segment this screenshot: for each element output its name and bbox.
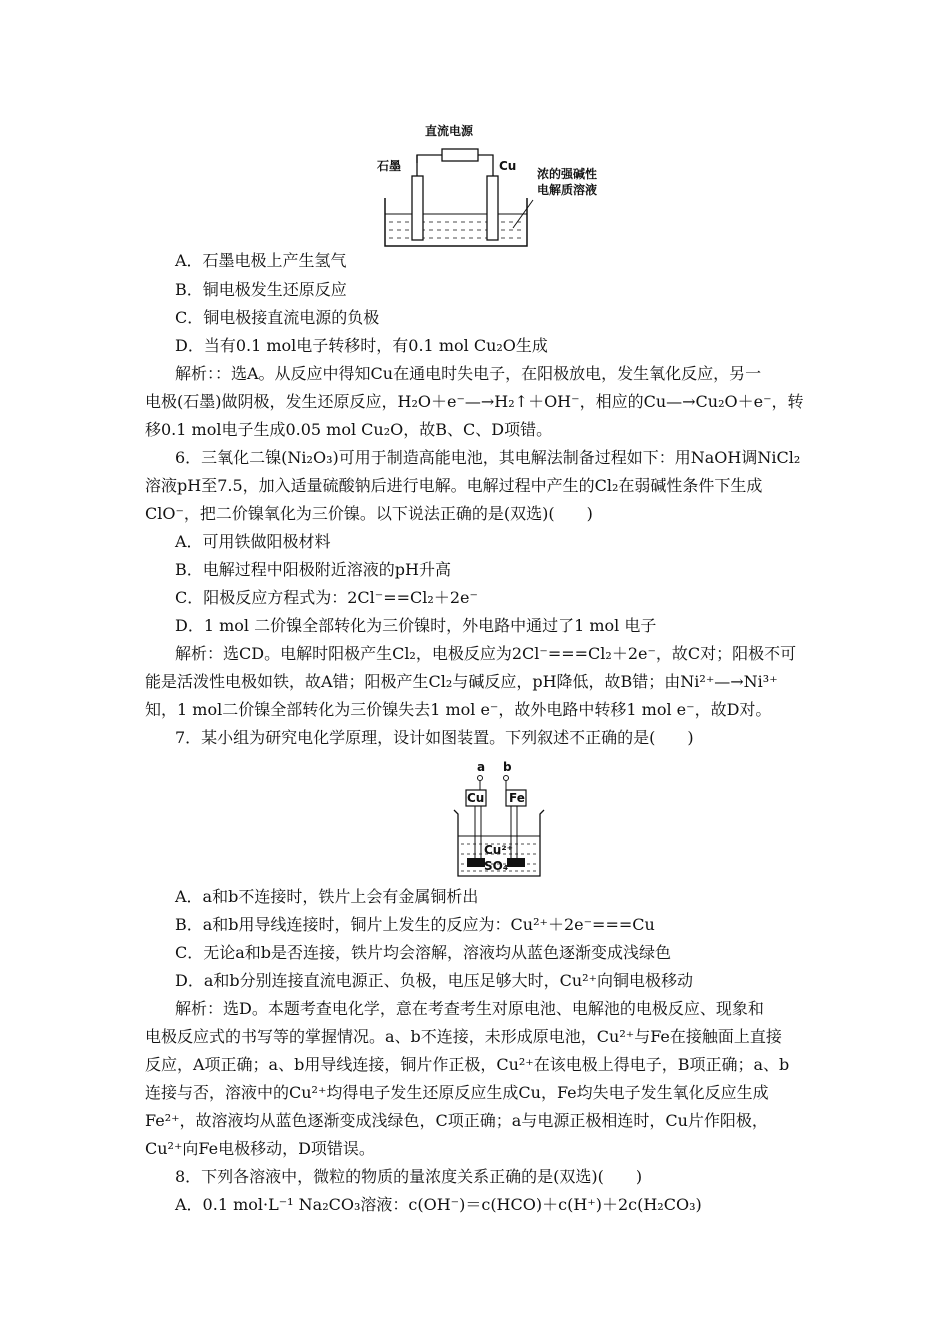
terminal-b-label: b — [503, 760, 512, 774]
q6-option-a: A．可用铁做阳极材料 — [175, 532, 331, 551]
q5-analysis-line: 解析：：选A。从反应中得知Cu在通电时失电子，在阳极放电，发生氧化反应，另一 — [175, 364, 762, 383]
cu-fe-cell-diagram — [448, 758, 548, 883]
q7-analysis-line: 反应，A项正确；a、b用导线连接，铜片作正极，Cu²⁺在该电极上得电子，B项正确；a、b — [145, 1055, 790, 1074]
q7-analysis-line: 解析：选D。本题考查电化学，意在考查考生对原电池、电解池的电极反应、现象和 — [175, 999, 764, 1018]
solution-label-1: 浓的强碱性 — [537, 167, 598, 181]
q5-option-d: D．当有0.1 mol电子转移时，有0.1 mol Cu₂O生成 — [175, 336, 548, 355]
graphite-label: 石墨 — [377, 159, 402, 173]
q7-analysis-line: 电极反应式的书写等的掌握情况。a、b不连接，未形成原电池，Cu²⁺与Fe在接触面上直接 — [145, 1027, 782, 1046]
q6-analysis-line: 知，1 mol二价镍全部转化为三价镍失去1 mol e⁻，故外电路中转移1 mol e⁻，故D对。 — [145, 700, 772, 719]
copper-label: Cu — [499, 159, 517, 173]
cu-ion-label: Cu²⁺ — [484, 843, 513, 857]
q6-analysis-line: 解析：选CD。电解时阳极产生Cl₂，电极反应为2Cl⁻===Cl₂＋2e⁻，故C对；阳极不可 — [175, 644, 797, 663]
electrolysis-diagram — [375, 118, 645, 253]
q8-stem: 8．下列各溶液中，微粒的物质的量浓度关系正确的是(双选)( ) — [175, 1167, 643, 1186]
q7-analysis-line: Fe²⁺，故溶液均从蓝色逐渐变成浅绿色，C项正确；a与电源正极相连时，Cu片作阳极， — [145, 1111, 768, 1130]
q6-stem-line: 溶液pH至7.5，加入适量硫酸钠后进行电解。电解过程中产生的Cl₂在弱碱性条件下生成 — [145, 476, 763, 495]
q5-analysis-line: 电极(石墨)做阴极，发生还原反应，H₂O＋e⁻—→H₂↑＋OH⁻，相应的Cu—→Cu₂O＋e⁻，转 — [145, 392, 804, 411]
q5-option-a: A．石墨电极上产生氢气 — [175, 251, 347, 270]
solution-label-2: 电解质溶液 — [537, 183, 598, 197]
q5-analysis-line: 移0.1 mol电子生成0.05 mol Cu₂O，故B、C、D项错。 — [145, 420, 553, 439]
q7-analysis-line: Cu²⁺向Fe电极移动，D项错误。 — [145, 1139, 375, 1158]
q7-option-a: A．a和b不连接时，铁片上会有金属铜析出 — [175, 887, 479, 906]
q8-option-a: A．0.1 mol·L⁻¹ Na₂CO₃溶液：c(OH⁻)＝c(HCO)＋c(H⁺)＋2c(H₂CO₃) — [175, 1195, 702, 1214]
q7-option-c: C．无论a和b是否连接，铁片均会溶解，溶液均从蓝色逐渐变成浅绿色 — [175, 943, 672, 962]
q7-option-d: D．a和b分别连接直流电源正、负极，电压足够大时，Cu²⁺向铜电极移动 — [175, 971, 694, 990]
q7-option-b: B．a和b用导线连接时，铜片上发生的反应为：Cu²⁺＋2e⁻===Cu — [175, 915, 655, 934]
q5-option-c: C．铜电极接直流电源的负极 — [175, 308, 380, 327]
power-source-label: 直流电源 — [425, 124, 474, 138]
cu-plate-label: Cu — [467, 791, 485, 805]
sulfate-ion-label: SO₄²⁻ — [484, 859, 520, 873]
q7-stem: 7．某小组为研究电化学原理，设计如图装置。下列叙述不正确的是( ) — [175, 728, 694, 747]
q6-option-d: D．1 mol 二价镍全部转化为三价镍时，外电路中通过了1 mol 电子 — [175, 616, 657, 635]
q6-analysis-line: 能是活泼性电极如铁，故A错；阳极产生Cl₂与碱反应，pH降低，故B错；由Ni²⁺—→Ni³⁺ — [145, 672, 778, 691]
q7-analysis-line: 连接与否，溶液中的Cu²⁺均得电子发生还原反应生成Cu，Fe均失电子发生氧化反应生成 — [145, 1083, 769, 1102]
q6-option-c: C．阳极反应方程式为：2Cl⁻==Cl₂＋2e⁻ — [175, 588, 478, 607]
fe-plate-label: Fe — [509, 791, 525, 805]
terminal-a-label: a — [477, 760, 486, 774]
q5-option-b: B．铜电极发生还原反应 — [175, 280, 347, 299]
q6-option-b: B．电解过程中阳极附近溶液的pH升高 — [175, 560, 451, 579]
q6-stem-line: 6．三氧化二镍(Ni₂O₃)可用于制造高能电池，其电解法制备过程如下：用NaOH调NiCl₂ — [175, 448, 801, 467]
q6-stem-line: ClO⁻，把二价镍氧化为三价镍。以下说法正确的是(双选)( ) — [145, 504, 593, 523]
